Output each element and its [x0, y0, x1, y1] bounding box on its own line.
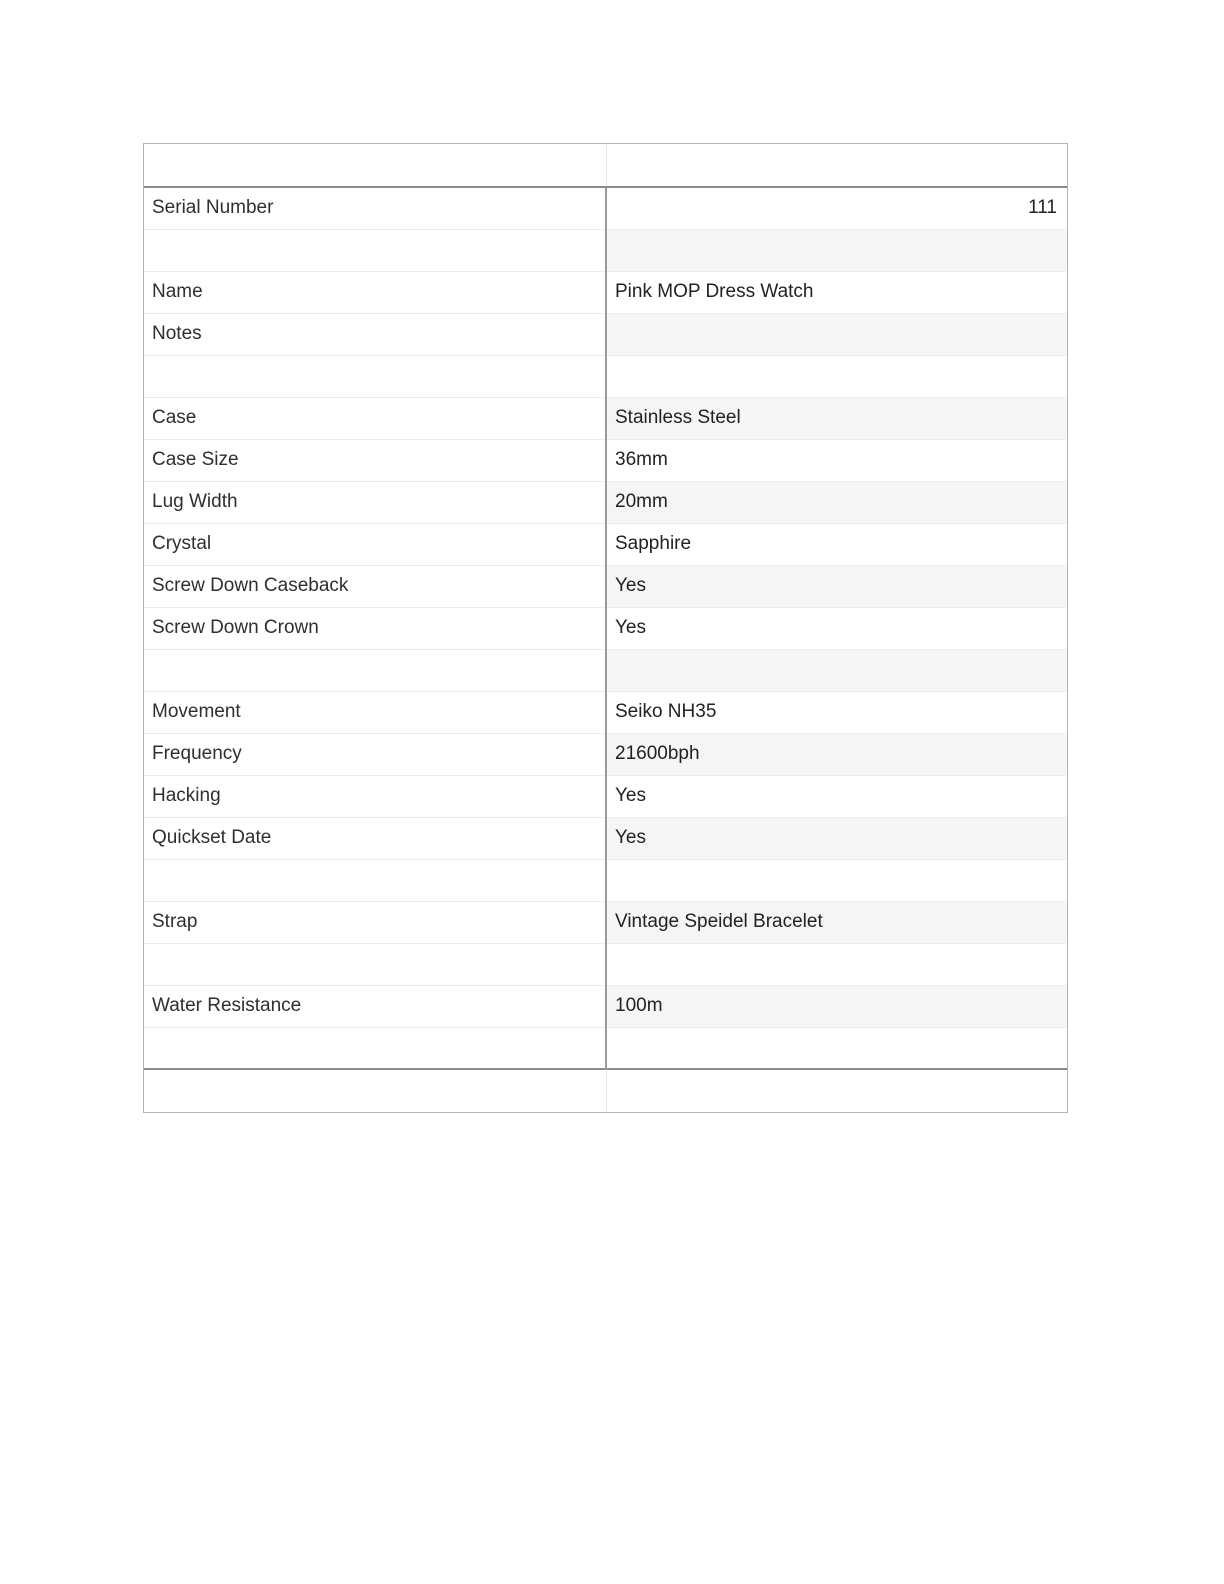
row-value[interactable]: 111: [606, 187, 1067, 229]
table-row: [144, 859, 1067, 901]
footer-row: [144, 1069, 1067, 1112]
row-value[interactable]: 36mm: [606, 439, 1067, 481]
row-value[interactable]: [606, 1027, 1067, 1069]
row-label[interactable]: Screw Down Caseback: [144, 565, 606, 607]
row-label[interactable]: [144, 859, 606, 901]
table-row: [144, 817, 1067, 859]
row-value[interactable]: [606, 943, 1067, 985]
row-label[interactable]: Screw Down Crown: [144, 607, 606, 649]
row-label[interactable]: Lug Width: [144, 481, 606, 523]
spreadsheet-table-frame: [143, 143, 1068, 1113]
row-label[interactable]: Name: [144, 271, 606, 313]
row-value[interactable]: Yes: [606, 775, 1067, 817]
row-value[interactable]: Yes: [606, 565, 1067, 607]
table-row: [144, 691, 1067, 733]
row-value[interactable]: Stainless Steel: [606, 397, 1067, 439]
row-value[interactable]: [606, 313, 1067, 355]
row-value[interactable]: Yes: [606, 817, 1067, 859]
watch-spec-table: [144, 144, 1067, 1112]
table-row: [144, 271, 1067, 313]
row-value[interactable]: [606, 229, 1067, 271]
row-value[interactable]: Seiko NH35: [606, 691, 1067, 733]
header-row: [144, 144, 1067, 187]
row-value[interactable]: Vintage Speidel Bracelet: [606, 901, 1067, 943]
table-row: [144, 943, 1067, 985]
table-row: [144, 649, 1067, 691]
table-row: [144, 1027, 1067, 1069]
row-label[interactable]: Frequency: [144, 733, 606, 775]
table-row: [144, 439, 1067, 481]
row-label[interactable]: [144, 355, 606, 397]
table-row: [144, 481, 1067, 523]
row-value[interactable]: Pink MOP Dress Watch: [606, 271, 1067, 313]
header-cell-2[interactable]: [606, 144, 1067, 187]
table-row: [144, 229, 1067, 271]
table-row: [144, 313, 1067, 355]
table-row: [144, 733, 1067, 775]
table-row: [144, 775, 1067, 817]
row-label[interactable]: Case Size: [144, 439, 606, 481]
row-value[interactable]: 20mm: [606, 481, 1067, 523]
row-value[interactable]: Sapphire: [606, 523, 1067, 565]
footer-cell-2[interactable]: [606, 1069, 1067, 1112]
table-row: [144, 355, 1067, 397]
row-label[interactable]: Strap: [144, 901, 606, 943]
row-label[interactable]: Hacking: [144, 775, 606, 817]
table-row: [144, 607, 1067, 649]
table-row: [144, 901, 1067, 943]
table-row: [144, 397, 1067, 439]
table-row: [144, 523, 1067, 565]
header-cell-1[interactable]: [144, 144, 606, 187]
table-row: [144, 187, 1067, 229]
footer-cell-1[interactable]: [144, 1069, 606, 1112]
row-label[interactable]: [144, 1027, 606, 1069]
row-label[interactable]: Serial Number: [144, 187, 606, 229]
row-label[interactable]: Quickset Date: [144, 817, 606, 859]
row-label[interactable]: [144, 649, 606, 691]
row-value[interactable]: 21600bph: [606, 733, 1067, 775]
row-label[interactable]: Movement: [144, 691, 606, 733]
row-value[interactable]: [606, 355, 1067, 397]
row-label[interactable]: Case: [144, 397, 606, 439]
row-value[interactable]: [606, 649, 1067, 691]
row-label[interactable]: Water Resistance: [144, 985, 606, 1027]
row-value[interactable]: 100m: [606, 985, 1067, 1027]
row-label[interactable]: Crystal: [144, 523, 606, 565]
row-value[interactable]: [606, 859, 1067, 901]
table-row: [144, 565, 1067, 607]
table-row: [144, 985, 1067, 1027]
row-label[interactable]: [144, 229, 606, 271]
row-label[interactable]: [144, 943, 606, 985]
row-value[interactable]: Yes: [606, 607, 1067, 649]
row-label[interactable]: Notes: [144, 313, 606, 355]
